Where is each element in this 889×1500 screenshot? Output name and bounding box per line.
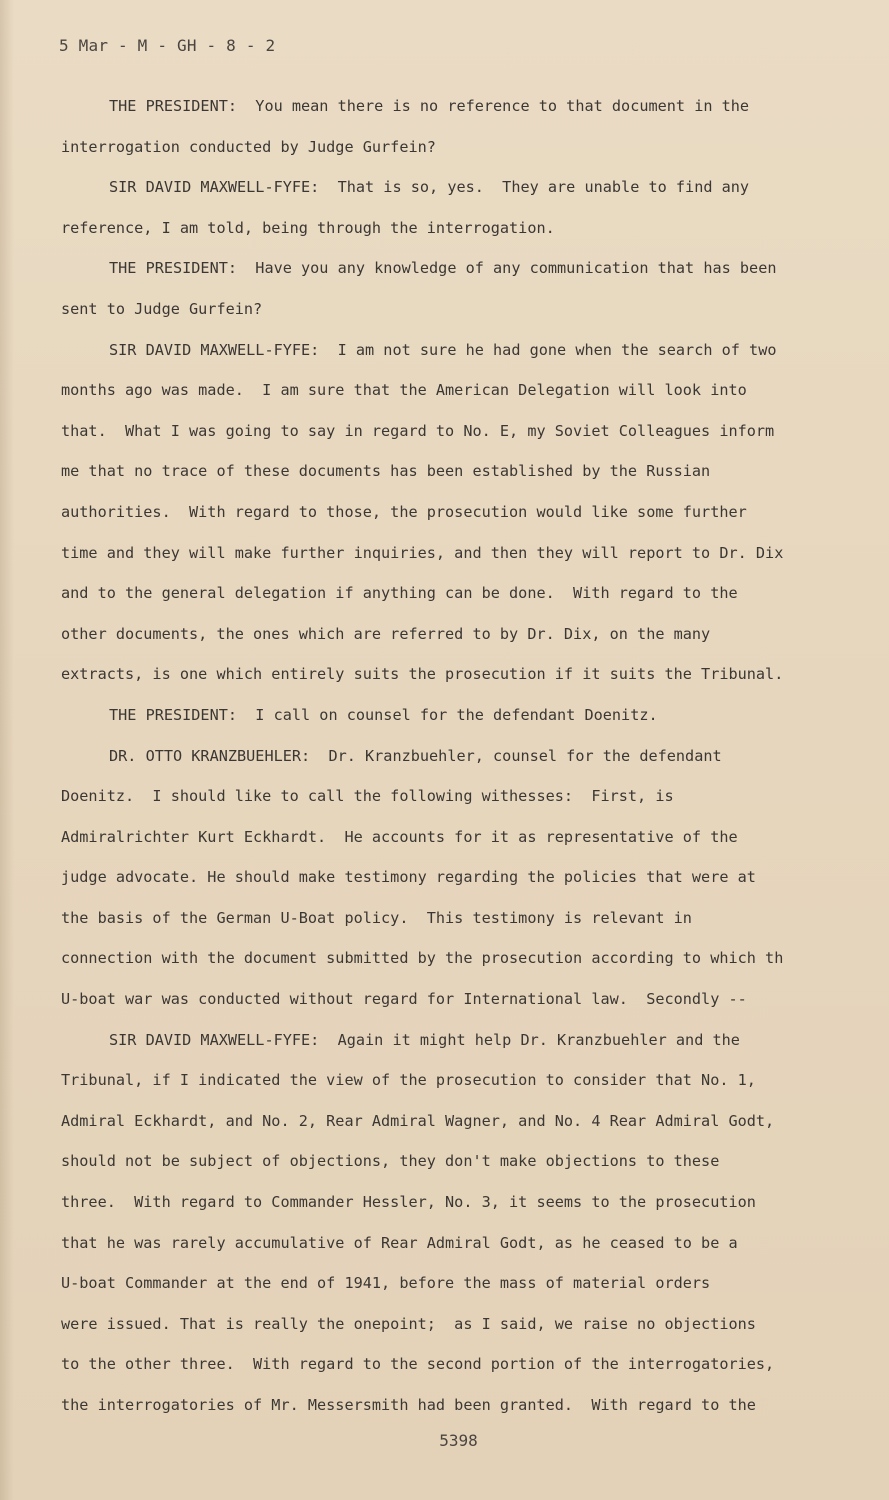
transcript-line: other documents, the ones which are referred to by Dr. Dix, on the many [61, 624, 711, 643]
transcript-line: THE PRESIDENT: I call on counsel for the defendant Doenitz. [109, 705, 658, 724]
transcript-line: and to the general delegation if anything can be done. With regard to the [61, 584, 738, 603]
transcript-line: THE PRESIDENT: You mean there is no reference to that document in the [109, 97, 750, 115]
transcript-line: to the other three. With regard to the second portion of the interrogatories, [61, 1355, 775, 1374]
transcript-line: months ago was made. I am sure that the American Delegation will look into [61, 381, 747, 400]
transcript-line: time and they will make further inquiries, and then they will report to Dr. Dix [61, 543, 784, 562]
transcript-line: Admiralrichter Kurt Eckhardt. He accounts for it as representative of the [61, 827, 738, 846]
transcript-line: Tribunal, if I indicated the view of the prosecution to consider that No. 1, [61, 1071, 756, 1090]
transcript-line: me that no trace of these documents has been established by the Russian [61, 462, 711, 481]
transcript-line: the basis of the German U-Boat policy. This testimony is relevant in [61, 908, 692, 927]
transcript-line: were issued. That is really the onepoint; as I said, we raise no objections [61, 1314, 756, 1333]
transcript-line: that. What I was going to say in regard to No. E, my Soviet Colleagues inform [61, 421, 775, 440]
page-number: 5398 [439, 1431, 478, 1450]
transcript-line: SIR DAVID MAXWELL-FYFE: I am not sure he had gone when the search of two [109, 340, 777, 359]
page-header: 5 Mar - M - GH - 8 - 2 [59, 36, 276, 55]
transcript-line: reference, I am told, being through the interrogation. [61, 218, 555, 237]
transcript-line: should not be subject of objections, they don't make objections to these [61, 1152, 720, 1171]
transcript-line: three. With regard to Commander Hessler, No. 3, it seems to the prosecution [61, 1193, 756, 1212]
transcript-line: U-boat Commander at the end of 1941, before the mass of material orders [61, 1274, 711, 1293]
transcript-body [61, 94, 831, 1434]
transcript-line: U-boat war was conducted without regard for International law. Secondly -- [61, 990, 747, 1009]
transcript-line: that he was rarely accumulative of Rear Admiral Godt, as he ceased to be a [61, 1233, 738, 1252]
transcript-line: sent to Judge Gurfein? [61, 299, 263, 318]
transcript-line: SIR DAVID MAXWELL-FYFE: That is so, yes. They are unable to find any [109, 178, 750, 197]
transcript-line: interrogation conducted by Judge Gurfein? [61, 137, 436, 156]
transcript-line: Doenitz. I should like to call the following withesses: First, is [61, 787, 674, 806]
transcript-line: SIR DAVID MAXWELL-FYFE: Again it might help Dr. Kranzbuehler and the [109, 1030, 740, 1049]
transcript-line: authorities. With regard to those, the prosecution would like some further [61, 502, 747, 521]
transcript-line: the interrogatories of Mr. Messersmith had been granted. With regard to the [61, 1396, 756, 1414]
transcript-line: THE PRESIDENT: Have you any knowledge of any communication that has been [109, 259, 777, 278]
transcript-line: DR. OTTO KRANZBUEHLER: Dr. Kranzbuehler, counsel for the defendant [109, 746, 722, 765]
transcript-line: connection with the document submitted by the prosecution according to which th [61, 949, 784, 968]
transcript-line: Admiral Eckhardt, and No. 2, Rear Admiral Wagner, and No. 4 Rear Admiral Godt, [61, 1111, 775, 1130]
transcript-line: judge advocate. He should make testimony regarding the policies that were at [61, 868, 756, 887]
transcript-line: extracts, is one which entirely suits the prosecution if it suits the Tribunal. [61, 665, 784, 684]
